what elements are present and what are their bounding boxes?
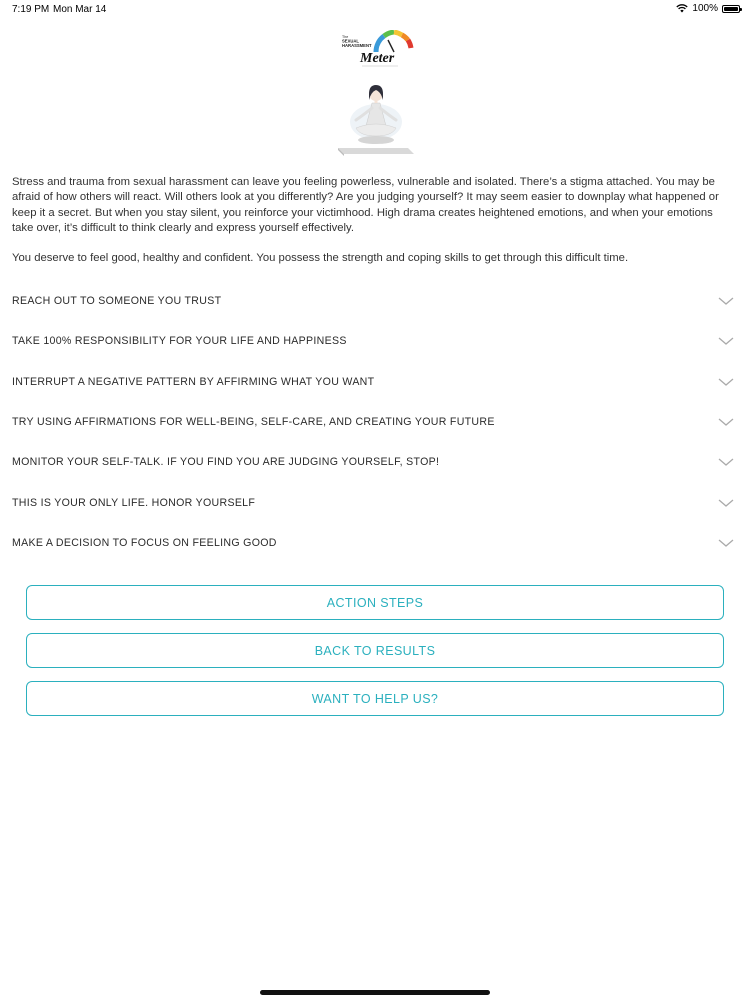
logo-text-the: The (342, 35, 349, 39)
accordion-item-feeling-good[interactable] (12, 523, 736, 563)
accordion-item-label: MONITOR YOUR SELF-TALK. IF YOU FIND YOU ARE JUDGING YOURSELF, STOP! (12, 456, 440, 469)
tips-accordion (12, 281, 736, 563)
chevron-down-icon (718, 296, 734, 306)
battery-percent: 100% (692, 3, 718, 14)
meditation-illustration (334, 78, 416, 160)
accordion-item-responsibility[interactable] (12, 321, 736, 361)
action-buttons (26, 585, 724, 729)
back-to-results-button[interactable]: BACK TO RESULTS (26, 633, 724, 668)
want-to-help-button[interactable]: WANT TO HELP US? (26, 681, 724, 716)
status-date: Mon Mar 14 (53, 4, 107, 15)
intro-paragraph-1: Stress and trauma from sexual harassment can leave you feeling powerless, vulnerable and isolated. There’s a stigma attached. You may be afraid of how others will react. Will others look at you differently? Are you judging yourself? It may seem easier to downplay what happened or keep it a secret. But when you stay silent, you reinforce your victimhood. High drama creates heightened emotions, and when your emotions take over, it’s difficult to think clearly and express yourself effectively. (12, 176, 719, 234)
logo-text-sexual: SEXUAL (342, 38, 359, 44)
accordion-item-label: TAKE 100% RESPONSIBILITY FOR YOUR LIFE AND HAPPINESS (12, 335, 347, 348)
intro-text (12, 175, 732, 281)
accordion-item-label: REACH OUT TO SOMEONE YOU TRUST (12, 295, 222, 308)
accordion-item-interrupt-pattern[interactable] (12, 362, 736, 402)
logo-text-harassment: HARASSMENT (342, 43, 372, 48)
wifi-icon (676, 4, 688, 13)
status-bar (0, 0, 750, 18)
sexual-harassment-meter-logo (336, 30, 414, 70)
home-indicator[interactable] (260, 990, 490, 995)
accordion-item-affirmations[interactable] (12, 402, 736, 442)
action-steps-button[interactable]: ACTION STEPS (26, 585, 724, 620)
accordion-item-label: MAKE A DECISION TO FOCUS ON FEELING GOOD (12, 536, 277, 549)
status-indicators (676, 3, 740, 14)
accordion-item-self-talk[interactable] (12, 442, 736, 482)
accordion-item-reach-out[interactable] (12, 281, 736, 321)
intro-paragraph-2: You deserve to feel good, healthy and confident. You possess the strength and coping skills to get through this difficult time. (12, 252, 629, 265)
battery-icon (722, 5, 740, 13)
logo-text-meter: Meter (360, 51, 395, 66)
chevron-down-icon (718, 498, 734, 508)
chevron-down-icon (718, 336, 734, 346)
chevron-down-icon (718, 417, 734, 427)
accordion-item-label: TRY USING AFFIRMATIONS FOR WELL-BEING, SELF-CARE, AND CREATING YOUR FUTURE (12, 416, 495, 429)
accordion-item-label: INTERRUPT A NEGATIVE PATTERN BY AFFIRMING WHAT YOU WANT (12, 375, 375, 388)
chevron-down-icon (718, 457, 734, 467)
accordion-item-label: THIS IS YOUR ONLY LIFE. HONOR YOURSELF (12, 496, 256, 509)
accordion-item-honor-yourself[interactable] (12, 482, 736, 522)
chevron-down-icon (718, 377, 734, 387)
chevron-down-icon (718, 538, 734, 548)
status-time: 7:19 PM (12, 4, 50, 15)
